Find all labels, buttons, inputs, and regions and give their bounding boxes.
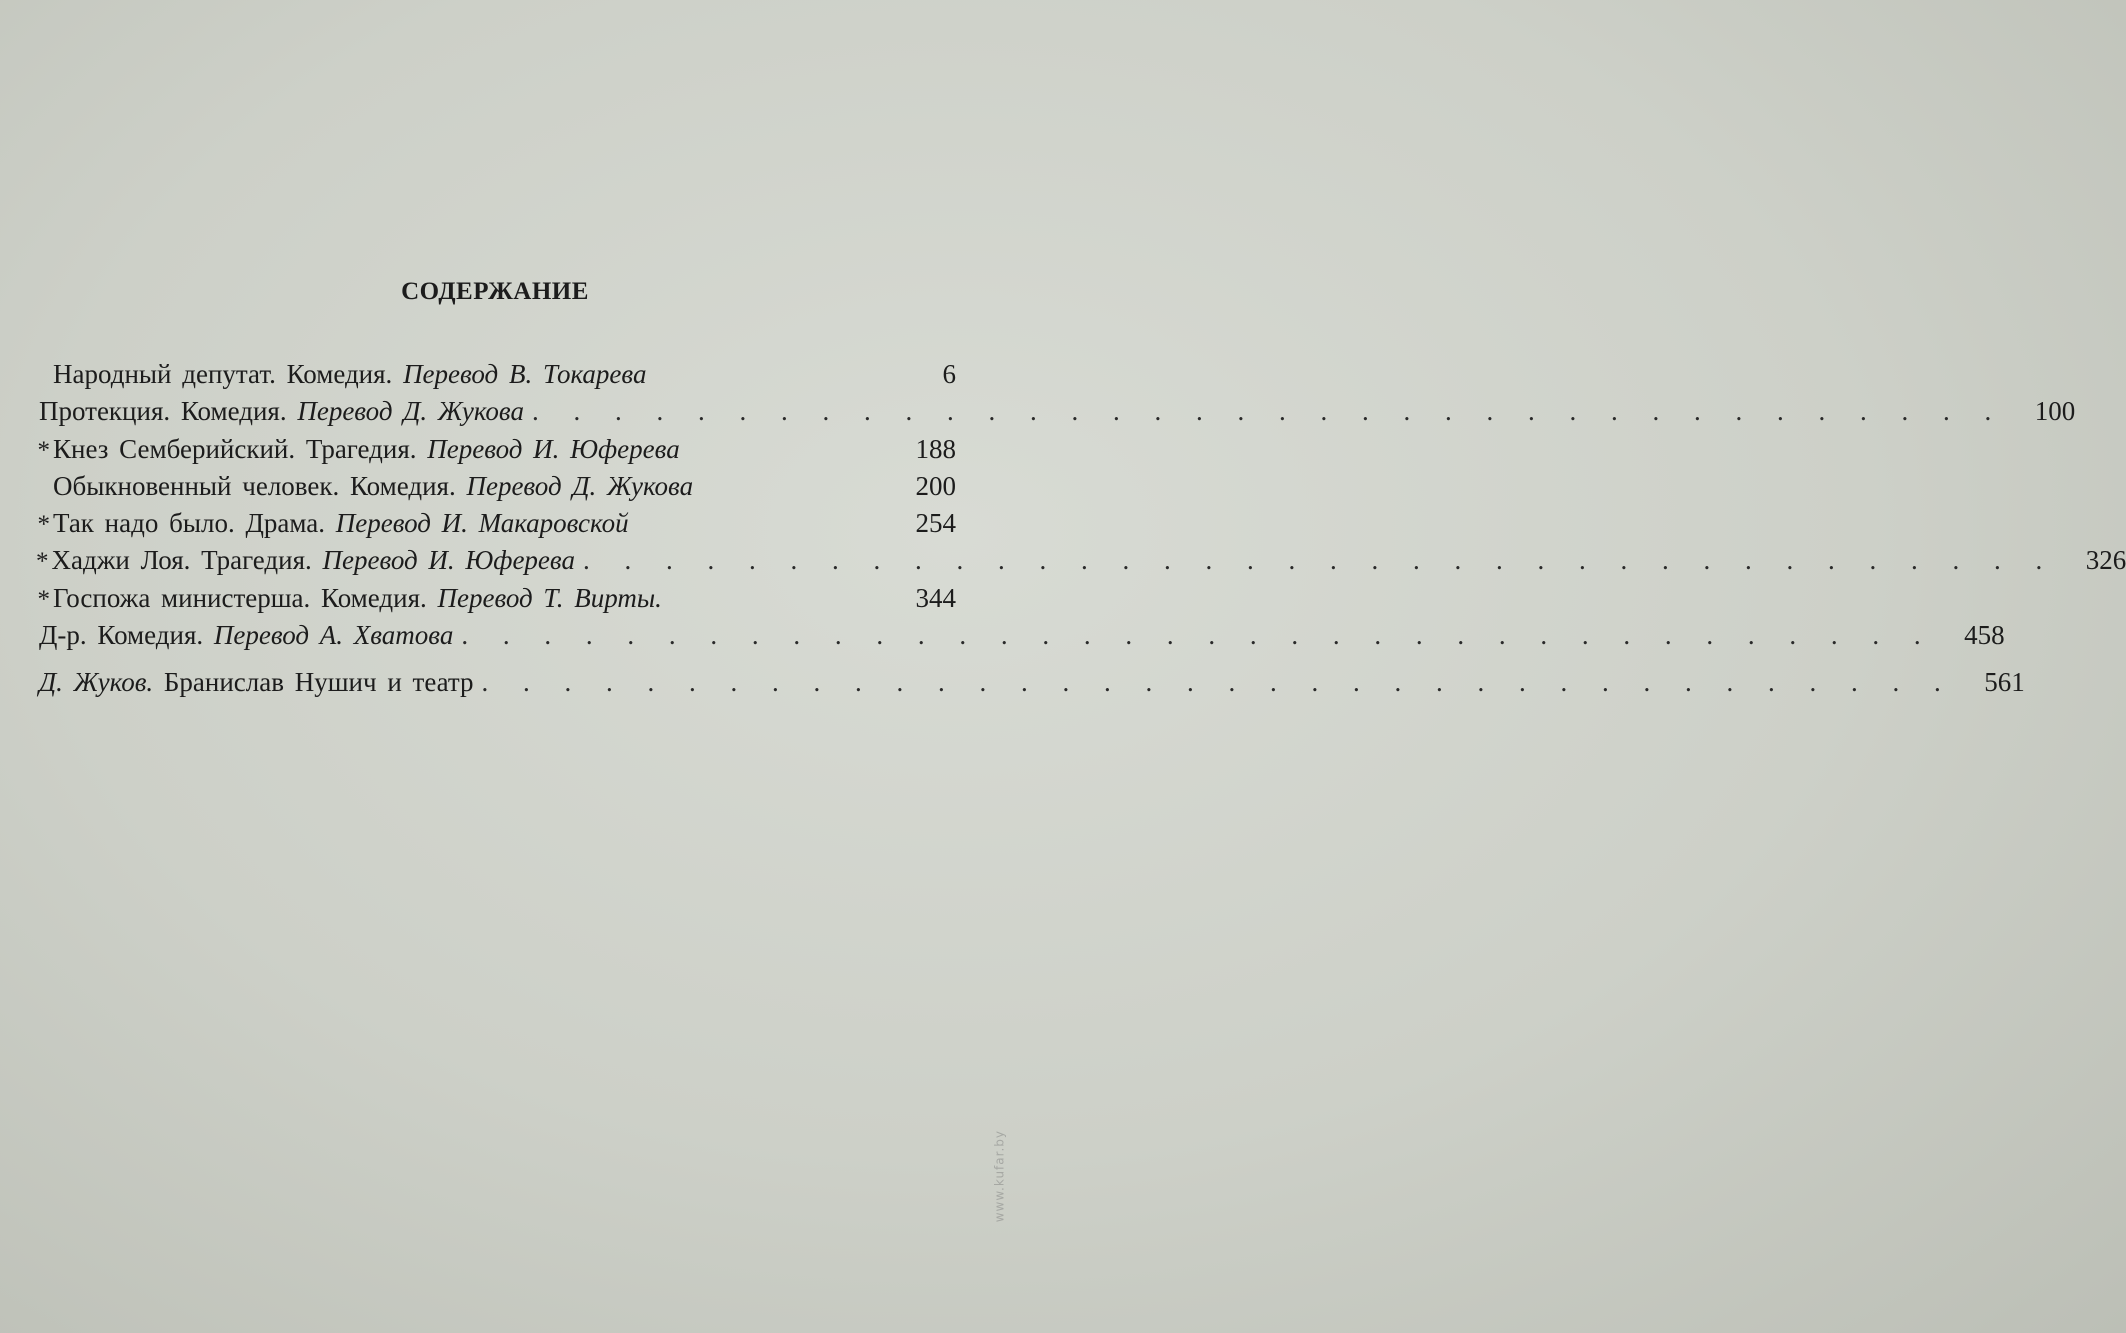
entry-title: Д-р. Комедия.	[39, 620, 214, 651]
toc-entry	[36, 431, 956, 468]
entry-text	[39, 617, 453, 654]
entry-translator: Перевод В. Токарева	[403, 359, 647, 389]
toc-entry	[36, 356, 956, 393]
entry-translator: Перевод И. Юферева	[427, 433, 680, 464]
entry-title: Протекция. Комедия.	[39, 396, 298, 427]
entry-translator: Перевод И. Юферева	[322, 545, 575, 576]
toc-entry	[36, 468, 956, 505]
entry-translator: Перевод А. Хватова	[213, 620, 454, 651]
entry-page-number: 326	[2085, 545, 2126, 576]
toc-afterword-entry	[36, 664, 2025, 701]
entry-text	[52, 542, 575, 579]
entry-text	[53, 468, 693, 505]
dot-leader	[474, 664, 1955, 701]
entry-text	[53, 505, 629, 542]
entry-page-number: 188	[915, 433, 956, 464]
watermark: www.kufar.by	[992, 1130, 1006, 1223]
toc-entry	[36, 505, 956, 542]
entry-text	[39, 664, 474, 701]
entry-title: Госпожа министерша. Комедия.	[53, 582, 438, 613]
entry-translator: Перевод Т. Вирты.	[437, 582, 662, 613]
entry-page-number: 6	[942, 359, 956, 389]
page-title: СОДЕРЖАНИЕ	[401, 278, 589, 305]
dot-leader	[575, 542, 2056, 579]
entry-marker: *	[37, 585, 50, 613]
dot-leader	[453, 617, 1934, 654]
toc-entry	[36, 542, 2126, 579]
afterword-author: Д. Жуков.	[39, 667, 154, 698]
table-of-contents	[36, 356, 2126, 702]
entry-translator: Перевод Д. Жукова	[466, 470, 694, 501]
entry-title: Так надо было. Драма.	[53, 508, 336, 539]
toc-entry	[36, 580, 956, 617]
entry-page-number: 254	[915, 508, 956, 539]
entry-translator: Перевод Д. Жукова	[297, 396, 524, 427]
entry-marker: *	[37, 436, 50, 464]
entry-page-number: 344	[915, 582, 956, 613]
entry-page-number: 561	[1984, 667, 2025, 698]
entry-text	[53, 431, 680, 468]
entry-text	[53, 356, 646, 393]
entry-text	[39, 393, 524, 430]
entry-title: Кнез Семберийский. Трагедия.	[53, 433, 428, 464]
entry-marker: *	[37, 511, 50, 539]
entry-page-number: 458	[1964, 620, 2005, 651]
entry-title: Хаджи Лоя. Трагедия.	[51, 545, 323, 576]
entry-text	[53, 580, 662, 617]
dot-leader	[524, 393, 2005, 430]
entry-title: Народный депутат. Комедия.	[53, 359, 404, 389]
toc-entry	[36, 617, 2005, 654]
entry-page-number: 200	[915, 470, 956, 501]
entry-translator: Перевод И. Макаровской	[335, 508, 629, 539]
entry-page-number: 100	[2034, 396, 2076, 427]
afterword-title: Бранислав Нушич и театр	[153, 667, 474, 698]
entry-marker: *	[36, 548, 49, 576]
entry-title: Обыкновенный человек. Комедия.	[53, 470, 467, 501]
toc-entry	[36, 393, 2076, 430]
